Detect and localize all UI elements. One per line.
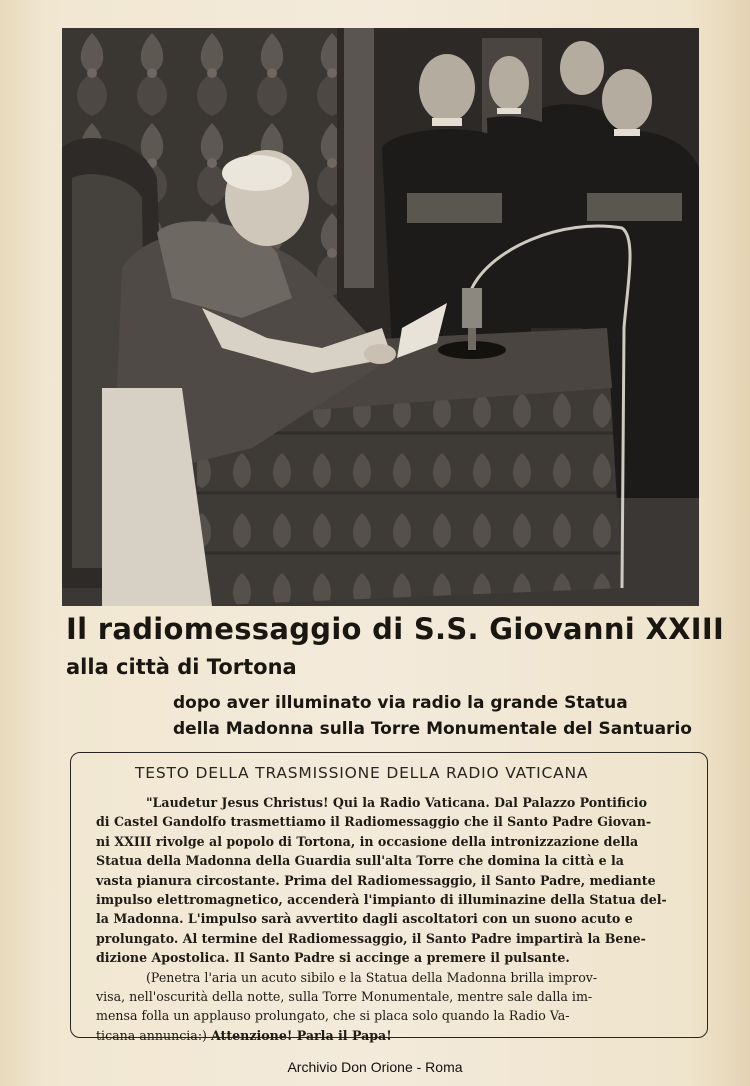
dek-line: dopo aver illuminato via radio la grande Statua bbox=[173, 693, 628, 713]
transcript-line: la Madonna. L'impulso sarà avvertito dagli ascoltatori con un suono acuto e bbox=[96, 911, 633, 927]
transcript-line-text: ticana annuncia:) Attenzione! Parla il Papa! bbox=[96, 1027, 392, 1043]
transcript-line: Statua della Madonna della Guardia sull'alta Torre che domina la città e la bbox=[96, 853, 624, 869]
article-title: Il radiomessaggio di S.S. Giovanni XXIII bbox=[66, 612, 725, 646]
transcript-line: di Castel Gandolfo trasmettiamo il Radiomessaggio che il Santo Padre Giovan- bbox=[96, 814, 652, 830]
transcript-line: ni XXIII rivolge al popolo di Tortona, in occasione della intronizzazione della bbox=[96, 833, 639, 849]
transcript-heading: TESTO DELLA TRASMISSIONE DELLA RADIO VATICANA bbox=[135, 764, 589, 782]
article-subtitle: alla città di Tortona bbox=[66, 655, 297, 679]
photograph bbox=[62, 28, 699, 606]
transcript-emphasis: Attenzione! Parla il Papa! bbox=[210, 1027, 392, 1043]
transcript-line: impulso elettromagnetico, accenderà l'impianto di illuminazine della Statua del- bbox=[96, 892, 667, 908]
dek-line: della Madonna sulla Torre Monumentale del Santuario bbox=[173, 719, 692, 739]
transcript-line: vasta pianura circostante. Prima del Radiomessaggio, il Santo Padre, mediante bbox=[96, 872, 656, 888]
transcript-line bbox=[96, 1026, 706, 1045]
transcript-line: mensa folla un applauso prolungato, che si placa solo quando la Radio Va- bbox=[96, 1008, 570, 1024]
transcript-line: "Laudetur Jesus Christus! Qui la Radio Vaticana. Dal Palazzo Pontificio bbox=[146, 795, 647, 810]
article-dek bbox=[173, 690, 713, 742]
transcript-line: visa, nell'oscurità della notte, sulla Torre Monumentale, mentre sale dalla im- bbox=[96, 989, 593, 1005]
transcript-line: prolungato. Al termine del Radiomessaggio, il Santo Padre impartirà la Bene- bbox=[96, 930, 646, 946]
transcript-line: (Penetra l'aria un acuto sibilo e la Statua della Madonna brilla improv- bbox=[146, 969, 598, 985]
transcript-line: dizione Apostolica. Il Santo Padre si accinge a premere il pulsante. bbox=[96, 950, 570, 966]
transcript-body bbox=[96, 793, 706, 1045]
photo-pope-at-microphone bbox=[62, 28, 699, 606]
archive-footer: Archivio Don Orione - Roma bbox=[287, 1059, 463, 1075]
